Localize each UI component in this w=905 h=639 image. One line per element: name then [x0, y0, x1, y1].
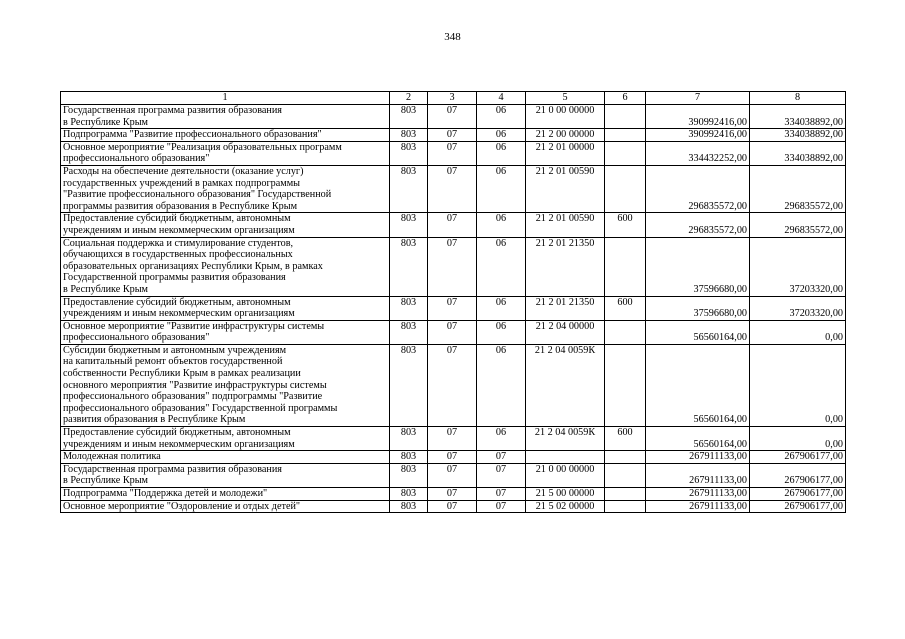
row-amount-year2-cell: 0,00 — [750, 427, 846, 451]
row-section-cell: 07 — [428, 344, 477, 426]
row-amount-year1-cell: 37596680,00 — [646, 296, 750, 320]
table-row — [61, 344, 846, 426]
row-section-cell: 07 — [428, 427, 477, 451]
row-subsection-cell: 07 — [477, 500, 526, 513]
row-amount-year1-cell: 56560164,00 — [646, 344, 750, 426]
row-expense-type-cell — [605, 488, 646, 501]
row-subsection-cell: 06 — [477, 213, 526, 237]
row-amount-year2-cell: 296835572,00 — [750, 213, 846, 237]
row-section-cell: 07 — [428, 463, 477, 487]
table-row — [61, 463, 846, 487]
budget-table-body — [61, 92, 846, 513]
budget-table — [60, 91, 846, 513]
row-target-article-cell: 21 2 01 00590 — [526, 165, 605, 212]
column-header: 1 — [61, 92, 390, 105]
row-admin-code-cell: 803 — [390, 451, 428, 464]
row-section-cell: 07 — [428, 488, 477, 501]
row-admin-code-cell: 803 — [390, 463, 428, 487]
row-name-cell: Предоставление субсидий бюджетным, автономным учреждениям и иным некоммерческим организациям — [61, 213, 390, 237]
row-target-article-cell — [526, 451, 605, 464]
row-name-cell: Основное мероприятие "Развитие инфраструктуры системы профессионального образования" — [61, 320, 390, 344]
row-amount-year1-cell: 267911133,00 — [646, 500, 750, 513]
row-name-cell: Социальная поддержка и стимулирование студентов, обучающихся в государственных профессиональных образовательных организациях Республики Крым, в рамках Государственной программы развития образования в Республике Крым — [61, 237, 390, 296]
row-section-cell: 07 — [428, 213, 477, 237]
row-amount-year1-cell: 56560164,00 — [646, 427, 750, 451]
row-subsection-cell: 06 — [477, 237, 526, 296]
row-section-cell: 07 — [428, 141, 477, 165]
row-amount-year2-cell: 334038892,00 — [750, 129, 846, 142]
column-header: 4 — [477, 92, 526, 105]
row-section-cell: 07 — [428, 237, 477, 296]
row-name-cell: Государственная программа развития образования в Республике Крым — [61, 105, 390, 129]
row-expense-type-cell — [605, 105, 646, 129]
row-target-article-cell: 21 0 00 00000 — [526, 463, 605, 487]
row-target-article-cell: 21 5 00 00000 — [526, 488, 605, 501]
row-section-cell: 07 — [428, 105, 477, 129]
row-admin-code-cell: 803 — [390, 296, 428, 320]
row-admin-code-cell: 803 — [390, 488, 428, 501]
row-expense-type-cell — [605, 500, 646, 513]
row-admin-code-cell: 803 — [390, 141, 428, 165]
row-subsection-cell: 07 — [477, 451, 526, 464]
row-target-article-cell: 21 2 01 00590 — [526, 213, 605, 237]
row-amount-year1-cell: 37596680,00 — [646, 237, 750, 296]
row-admin-code-cell: 803 — [390, 213, 428, 237]
row-subsection-cell: 06 — [477, 129, 526, 142]
row-expense-type-cell — [605, 237, 646, 296]
column-header: 8 — [750, 92, 846, 105]
table-row — [61, 427, 846, 451]
table-row — [61, 296, 846, 320]
row-amount-year1-cell: 267911133,00 — [646, 463, 750, 487]
row-expense-type-cell — [605, 463, 646, 487]
row-name-cell: Субсидии бюджетным и автономным учреждениям на капитальный ремонт объектов государственной собственности Республики Крым в рамках реализации основного мероприятия "Развитие инфраструктуры системы профессионального образования" подпрограммы "Развитие профессионального образования" Государственной программы развития образования в Республике Крым — [61, 344, 390, 426]
row-target-article-cell: 21 5 02 00000 — [526, 500, 605, 513]
page-number: 348 — [444, 31, 461, 43]
row-amount-year2-cell: 296835572,00 — [750, 165, 846, 212]
row-amount-year1-cell: 56560164,00 — [646, 320, 750, 344]
column-header: 3 — [428, 92, 477, 105]
row-section-cell: 07 — [428, 129, 477, 142]
row-name-cell: Подпрограмма "Развитие профессионального образования" — [61, 129, 390, 142]
table-row — [61, 213, 846, 237]
row-amount-year2-cell: 267906177,00 — [750, 488, 846, 501]
column-header: 6 — [605, 92, 646, 105]
row-name-cell: Предоставление субсидий бюджетным, автономным учреждениям и иным некоммерческим организациям — [61, 427, 390, 451]
row-expense-type-cell — [605, 320, 646, 344]
row-name-cell: Основное мероприятие "Реализация образовательных программ профессионального образования" — [61, 141, 390, 165]
row-subsection-cell: 06 — [477, 141, 526, 165]
table-row — [61, 500, 846, 513]
row-name-cell: Расходы на обеспечение деятельности (оказание услуг) государственных учреждений в рамках подпрограммы "Развитие профессионального образования" Государственной программы развития образования в Республике Крым — [61, 165, 390, 212]
table-row — [61, 129, 846, 142]
column-header: 7 — [646, 92, 750, 105]
row-expense-type-cell — [605, 165, 646, 212]
row-admin-code-cell: 803 — [390, 500, 428, 513]
row-amount-year1-cell: 296835572,00 — [646, 213, 750, 237]
row-admin-code-cell: 803 — [390, 129, 428, 142]
row-subsection-cell: 06 — [477, 165, 526, 212]
column-header: 5 — [526, 92, 605, 105]
column-header: 2 — [390, 92, 428, 105]
table-row — [61, 320, 846, 344]
row-amount-year2-cell: 334038892,00 — [750, 141, 846, 165]
row-target-article-cell: 21 2 01 00000 — [526, 141, 605, 165]
row-amount-year2-cell: 37203320,00 — [750, 237, 846, 296]
row-name-cell: Предоставление субсидий бюджетным, автономным учреждениям и иным некоммерческим организациям — [61, 296, 390, 320]
row-amount-year1-cell: 390992416,00 — [646, 129, 750, 142]
row-amount-year2-cell: 267906177,00 — [750, 451, 846, 464]
row-amount-year2-cell: 267906177,00 — [750, 463, 846, 487]
row-target-article-cell: 21 2 01 21350 — [526, 296, 605, 320]
row-admin-code-cell: 803 — [390, 320, 428, 344]
row-amount-year1-cell: 296835572,00 — [646, 165, 750, 212]
row-expense-type-cell — [605, 344, 646, 426]
table-row — [61, 105, 846, 129]
table-header-row — [61, 92, 846, 105]
row-admin-code-cell: 803 — [390, 165, 428, 212]
row-expense-type-cell: 600 — [605, 296, 646, 320]
row-admin-code-cell: 803 — [390, 237, 428, 296]
row-subsection-cell: 07 — [477, 463, 526, 487]
row-section-cell: 07 — [428, 500, 477, 513]
row-subsection-cell: 06 — [477, 105, 526, 129]
row-target-article-cell: 21 2 01 21350 — [526, 237, 605, 296]
row-section-cell: 07 — [428, 451, 477, 464]
row-name-cell: Молодежная политика — [61, 451, 390, 464]
row-admin-code-cell: 803 — [390, 105, 428, 129]
row-section-cell: 07 — [428, 165, 477, 212]
row-amount-year1-cell: 267911133,00 — [646, 451, 750, 464]
table-row — [61, 141, 846, 165]
row-amount-year1-cell: 267911133,00 — [646, 488, 750, 501]
row-expense-type-cell — [605, 451, 646, 464]
row-target-article-cell: 21 2 04 0059К — [526, 427, 605, 451]
table-row — [61, 165, 846, 212]
row-amount-year2-cell: 267906177,00 — [750, 500, 846, 513]
row-expense-type-cell — [605, 141, 646, 165]
row-amount-year2-cell: 334038892,00 — [750, 105, 846, 129]
row-section-cell: 07 — [428, 320, 477, 344]
row-subsection-cell: 06 — [477, 320, 526, 344]
row-subsection-cell: 06 — [477, 344, 526, 426]
table-row — [61, 451, 846, 464]
row-amount-year2-cell: 0,00 — [750, 320, 846, 344]
row-target-article-cell: 21 2 04 00000 — [526, 320, 605, 344]
row-amount-year1-cell: 390992416,00 — [646, 105, 750, 129]
row-section-cell: 07 — [428, 296, 477, 320]
row-target-article-cell: 21 2 00 00000 — [526, 129, 605, 142]
row-subsection-cell: 07 — [477, 488, 526, 501]
row-name-cell: Основное мероприятие "Оздоровление и отдых детей" — [61, 500, 390, 513]
row-name-cell: Государственная программа развития образования в Республике Крым — [61, 463, 390, 487]
row-amount-year2-cell: 0,00 — [750, 344, 846, 426]
row-expense-type-cell: 600 — [605, 427, 646, 451]
row-name-cell: Подпрограмма "Поддержка детей и молодежи" — [61, 488, 390, 501]
row-amount-year2-cell: 37203320,00 — [750, 296, 846, 320]
row-admin-code-cell: 803 — [390, 427, 428, 451]
row-subsection-cell: 06 — [477, 427, 526, 451]
row-expense-type-cell — [605, 129, 646, 142]
row-expense-type-cell: 600 — [605, 213, 646, 237]
row-target-article-cell: 21 0 00 00000 — [526, 105, 605, 129]
row-subsection-cell: 06 — [477, 296, 526, 320]
row-amount-year1-cell: 334432252,00 — [646, 141, 750, 165]
row-admin-code-cell: 803 — [390, 344, 428, 426]
table-row — [61, 488, 846, 501]
row-target-article-cell: 21 2 04 0059К — [526, 344, 605, 426]
table-row — [61, 237, 846, 296]
